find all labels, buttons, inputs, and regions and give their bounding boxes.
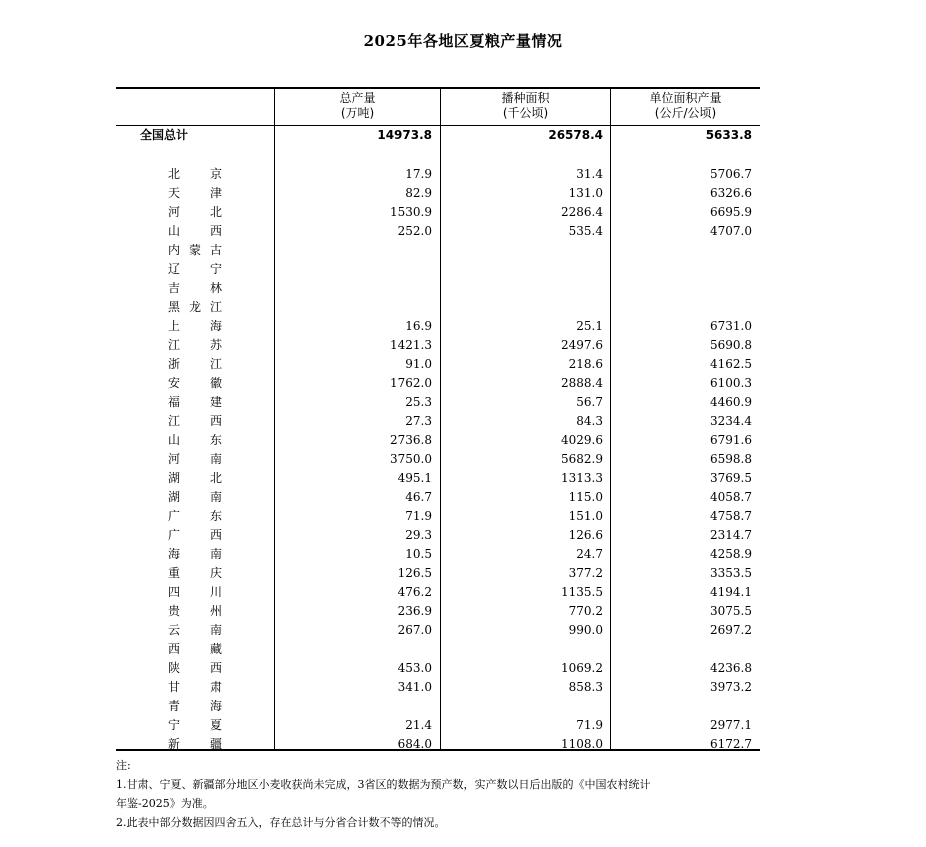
region-name xyxy=(168,735,222,754)
region-name-char: 古 xyxy=(209,243,222,257)
yield-value: 6326.6 xyxy=(710,186,752,200)
region-name-char: 新 xyxy=(168,737,181,751)
yield-value: 4236.8 xyxy=(710,661,752,675)
region-name-char: 蒙 xyxy=(188,243,201,257)
region-name xyxy=(168,336,222,355)
region-name-char: 陕 xyxy=(168,661,181,675)
output-value: 1421.3 xyxy=(390,338,432,352)
region-name-char: 江 xyxy=(209,357,222,371)
region-name-char: 苏 xyxy=(209,338,222,352)
area-value: 84.3 xyxy=(576,414,603,428)
yield-value: 2697.2 xyxy=(710,623,752,637)
table-row xyxy=(116,469,760,488)
area-value: 535.4 xyxy=(568,224,603,238)
region-name xyxy=(168,317,222,336)
area-value: 4029.6 xyxy=(561,433,603,447)
area-value: 126.6 xyxy=(568,528,603,542)
yield-value: 4162.5 xyxy=(710,357,752,371)
output-value: 1530.9 xyxy=(390,205,432,219)
region-name xyxy=(168,355,222,374)
area-value: 25.1 xyxy=(576,319,603,333)
yield-value: 4460.9 xyxy=(710,395,752,409)
output-value: 17.9 xyxy=(405,167,432,181)
region-name-char: 重 xyxy=(168,566,181,580)
table-row xyxy=(116,317,760,336)
output-value: 14973.8 xyxy=(377,128,432,142)
region-name-char: 徽 xyxy=(209,376,222,390)
region-name xyxy=(168,450,222,469)
yield-value: 3769.5 xyxy=(710,471,752,485)
table-row xyxy=(116,260,760,279)
table-row xyxy=(116,203,760,222)
column-header-area xyxy=(441,91,610,121)
total-row xyxy=(116,126,760,145)
column-header-title: 播种面积 xyxy=(501,91,550,105)
area-value: 56.7 xyxy=(576,395,603,409)
region-name-char: 西 xyxy=(168,642,181,656)
table-row xyxy=(116,184,760,203)
area-value: 218.6 xyxy=(568,357,603,371)
region-name-char: 山 xyxy=(168,224,181,238)
region-name xyxy=(168,602,222,621)
output-value: 25.3 xyxy=(405,395,432,409)
table-row xyxy=(116,640,760,659)
yield-value: 5706.7 xyxy=(710,167,752,181)
data-table xyxy=(116,87,760,751)
region-name-char: 海 xyxy=(168,547,181,561)
table-row xyxy=(116,374,760,393)
yield-value: 2314.7 xyxy=(710,528,752,542)
region-name xyxy=(168,716,222,735)
region-name-char: 贵 xyxy=(168,604,181,618)
output-value: 2736.8 xyxy=(390,433,432,447)
table-row xyxy=(116,545,760,564)
row-label: 全国总计 xyxy=(140,128,189,142)
region-name-char: 海 xyxy=(209,319,222,333)
region-name xyxy=(168,507,222,526)
table-row xyxy=(116,241,760,260)
region-name-char: 海 xyxy=(209,699,222,713)
region-name xyxy=(168,564,222,583)
area-value: 2286.4 xyxy=(561,205,603,219)
table-row xyxy=(116,412,760,431)
region-name xyxy=(168,469,222,488)
region-name xyxy=(168,431,222,450)
region-name-char: 东 xyxy=(209,433,222,447)
region-name-char: 北 xyxy=(168,167,181,181)
output-value: 495.1 xyxy=(397,471,432,485)
area-value: 2888.4 xyxy=(561,376,603,390)
region-name-char: 福 xyxy=(168,395,181,409)
region-name xyxy=(168,184,222,203)
region-name-char: 川 xyxy=(209,585,222,599)
region-name-char: 藏 xyxy=(209,642,222,656)
region-name xyxy=(168,583,222,602)
region-name-char: 安 xyxy=(168,376,181,390)
yield-value: 6172.7 xyxy=(710,737,752,751)
table-row xyxy=(116,431,760,450)
region-name-char: 建 xyxy=(209,395,222,409)
area-value: 5682.9 xyxy=(561,452,603,466)
area-value: 2497.6 xyxy=(561,338,603,352)
column-header-unit: (万吨) xyxy=(340,106,375,120)
region-name xyxy=(168,412,222,431)
region-name-char: 内 xyxy=(168,243,181,257)
region-name xyxy=(168,526,222,545)
region-name-char: 湖 xyxy=(168,471,181,485)
page-title: 2025年各地区夏粮产量情况 xyxy=(363,32,563,50)
area-value: 377.2 xyxy=(568,566,603,580)
table-row xyxy=(116,526,760,545)
region-name-char: 西 xyxy=(209,661,222,675)
output-value: 453.0 xyxy=(397,661,432,675)
area-value: 115.0 xyxy=(568,490,603,504)
region-name-char: 河 xyxy=(168,452,181,466)
region-name xyxy=(168,203,222,222)
region-name-char: 四 xyxy=(168,585,181,599)
region-name-char: 京 xyxy=(209,167,222,181)
region-name-char: 夏 xyxy=(209,718,222,732)
region-name-char: 浙 xyxy=(168,357,181,371)
table-row xyxy=(116,165,760,184)
table-top-rule xyxy=(116,87,760,89)
region-name-char: 吉 xyxy=(168,281,181,295)
region-name-char: 青 xyxy=(168,699,181,713)
output-value: 684.0 xyxy=(397,737,432,751)
table-row xyxy=(116,222,760,241)
area-value: 71.9 xyxy=(576,718,603,732)
region-name-char: 南 xyxy=(209,547,222,561)
table-row xyxy=(116,393,760,412)
region-name-char: 西 xyxy=(209,224,222,238)
region-name-char: 广 xyxy=(168,528,181,542)
output-value: 46.7 xyxy=(405,490,432,504)
area-value: 31.4 xyxy=(576,167,603,181)
output-value: 341.0 xyxy=(397,680,432,694)
output-value: 21.4 xyxy=(405,718,432,732)
note-line: 年鉴-2025》为准。 xyxy=(116,797,214,810)
table-row xyxy=(116,697,760,716)
region-name-char: 北 xyxy=(209,471,222,485)
region-name-char: 南 xyxy=(209,623,222,637)
region-name-char: 津 xyxy=(209,186,222,200)
column-header-yield xyxy=(611,91,760,121)
yield-value: 4707.0 xyxy=(710,224,752,238)
table-row xyxy=(116,735,760,754)
column-header-output xyxy=(275,91,440,121)
region-name xyxy=(168,659,222,678)
note-line: 2.此表中部分数据因四舍五入，存在总计与分省合计数不等的情况。 xyxy=(116,816,446,829)
yield-value: 6695.9 xyxy=(710,205,752,219)
region-name-char: 宁 xyxy=(209,262,222,276)
footnotes xyxy=(116,756,766,832)
table-row xyxy=(116,602,760,621)
area-value: 131.0 xyxy=(568,186,603,200)
region-name xyxy=(168,222,222,241)
table-row xyxy=(116,450,760,469)
table-row xyxy=(116,488,760,507)
region-name xyxy=(168,374,222,393)
table-row xyxy=(116,279,760,298)
region-name-char: 湖 xyxy=(168,490,181,504)
region-name xyxy=(168,279,222,298)
region-name xyxy=(168,298,222,317)
output-value: 82.9 xyxy=(405,186,432,200)
yield-value: 4194.1 xyxy=(710,585,752,599)
note-line: 1.甘肃、宁夏、新疆部分地区小麦收获尚未完成，3省区的数据为预产数，实产数以日后出版的《中国农村统计 xyxy=(116,778,651,791)
region-name-char: 龙 xyxy=(188,300,201,314)
yield-value: 4058.7 xyxy=(710,490,752,504)
area-value: 990.0 xyxy=(568,623,603,637)
column-header-unit: (千公顷) xyxy=(502,106,549,120)
region-name-char: 西 xyxy=(209,528,222,542)
yield-value: 3973.2 xyxy=(710,680,752,694)
table-row xyxy=(116,678,760,697)
area-value: 151.0 xyxy=(568,509,603,523)
table-row xyxy=(116,298,760,317)
table-row xyxy=(116,507,760,526)
region-name-char: 江 xyxy=(168,414,181,428)
output-value: 252.0 xyxy=(397,224,432,238)
notes-heading: 注: xyxy=(116,759,131,772)
table-row xyxy=(116,621,760,640)
area-value: 1069.2 xyxy=(561,661,603,675)
region-name-char: 河 xyxy=(168,205,181,219)
area-value: 26578.4 xyxy=(548,128,603,142)
output-value: 27.3 xyxy=(405,414,432,428)
output-value: 236.9 xyxy=(397,604,432,618)
output-value: 3750.0 xyxy=(390,452,432,466)
area-value: 858.3 xyxy=(568,680,603,694)
region-name xyxy=(168,678,222,697)
region-name-char: 广 xyxy=(168,509,181,523)
region-name xyxy=(168,640,222,659)
output-value: 1762.0 xyxy=(390,376,432,390)
region-name-char: 东 xyxy=(209,509,222,523)
yield-value: 4758.7 xyxy=(710,509,752,523)
region-name-char: 辽 xyxy=(168,262,181,276)
column-header-title: 总产量 xyxy=(339,91,376,105)
region-name-char: 南 xyxy=(209,490,222,504)
yield-value: 3234.4 xyxy=(710,414,752,428)
region-name-char: 上 xyxy=(168,319,181,333)
region-name xyxy=(168,393,222,412)
yield-value: 2977.1 xyxy=(710,718,752,732)
area-value: 1135.5 xyxy=(561,585,603,599)
area-value: 24.7 xyxy=(576,547,603,561)
region-name-char: 肃 xyxy=(209,680,222,694)
region-name-char: 宁 xyxy=(168,718,181,732)
table-row xyxy=(116,583,760,602)
region-name xyxy=(168,165,222,184)
yield-value: 6731.0 xyxy=(710,319,752,333)
column-header-title: 单位面积产量 xyxy=(649,91,722,105)
table-row xyxy=(116,564,760,583)
yield-value: 6100.3 xyxy=(710,376,752,390)
yield-value: 5690.8 xyxy=(710,338,752,352)
region-name-char: 疆 xyxy=(209,737,222,751)
region-name-char: 黑 xyxy=(168,300,181,314)
area-value: 770.2 xyxy=(568,604,603,618)
output-value: 71.9 xyxy=(405,509,432,523)
region-name-char: 山 xyxy=(168,433,181,447)
region-name-char: 庆 xyxy=(209,566,222,580)
region-name xyxy=(168,260,222,279)
yield-value: 4258.9 xyxy=(710,547,752,561)
region-name-char: 甘 xyxy=(168,680,181,694)
column-header-unit: (公斤/公顷) xyxy=(654,106,717,120)
output-value: 91.0 xyxy=(405,357,432,371)
region-name-char: 南 xyxy=(209,452,222,466)
output-value: 267.0 xyxy=(397,623,432,637)
yield-value: 6791.6 xyxy=(710,433,752,447)
region-name-char: 林 xyxy=(209,281,222,295)
region-name-char: 州 xyxy=(209,604,222,618)
region-name-char: 天 xyxy=(168,186,181,200)
output-value: 29.3 xyxy=(405,528,432,542)
output-value: 10.5 xyxy=(405,547,432,561)
region-name-char: 云 xyxy=(168,623,181,637)
area-value: 1108.0 xyxy=(561,737,603,751)
region-name-char: 西 xyxy=(209,414,222,428)
table-row xyxy=(116,336,760,355)
output-value: 476.2 xyxy=(397,585,432,599)
yield-value: 3075.5 xyxy=(710,604,752,618)
output-value: 16.9 xyxy=(405,319,432,333)
table-row xyxy=(116,716,760,735)
region-name-char: 北 xyxy=(209,205,222,219)
region-name xyxy=(168,241,222,260)
table-row xyxy=(116,355,760,374)
region-name xyxy=(168,621,222,640)
yield-value: 5633.8 xyxy=(705,128,752,142)
yield-value: 3353.5 xyxy=(710,566,752,580)
region-name xyxy=(168,697,222,716)
area-value: 1313.3 xyxy=(561,471,603,485)
region-name-char: 江 xyxy=(168,338,181,352)
table-row xyxy=(116,659,760,678)
region-name xyxy=(168,545,222,564)
region-name xyxy=(168,488,222,507)
region-name-char: 江 xyxy=(209,300,222,314)
yield-value: 6598.8 xyxy=(710,452,752,466)
output-value: 126.5 xyxy=(397,566,432,580)
